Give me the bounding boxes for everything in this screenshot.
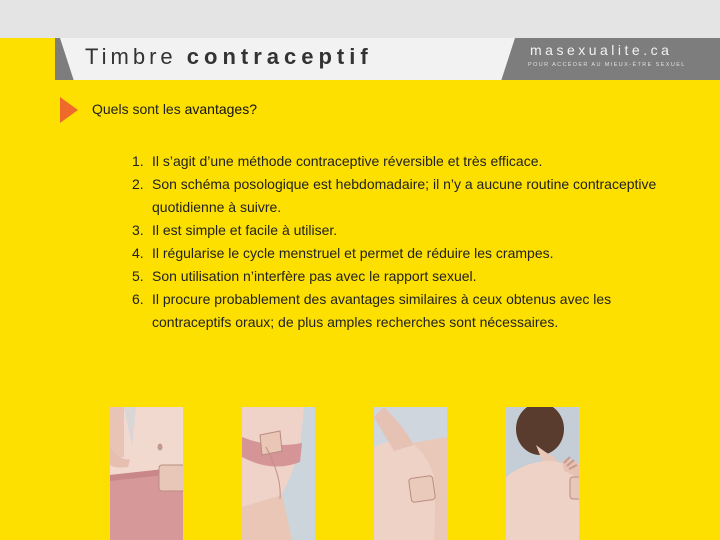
list-item-text: Il est simple et facile à utiliser.: [152, 222, 338, 238]
title-light: Timbre: [85, 44, 177, 69]
list-item: [132, 219, 692, 242]
list-item-number: 3.: [132, 222, 144, 238]
patch-abdomen-illustration: [110, 407, 183, 540]
list-item-text: Son utilisation n’interfère pas avec le rapport sexuel.: [152, 268, 477, 284]
patch-upper-back-illustration: [506, 407, 579, 540]
list-item: [132, 173, 692, 219]
list-item-number: 1.: [132, 153, 144, 169]
list-item-number: 5.: [132, 268, 144, 284]
page-title: [85, 44, 373, 70]
list-item-number: 6.: [132, 291, 144, 307]
list-item: [132, 265, 692, 288]
brand-tagline: POUR ACCÉDER AU MIEUX-ÊTRE SEXUEL: [528, 62, 686, 68]
list-item: [132, 150, 692, 173]
list-item-text: Il régularise le cycle menstruel et permet de réduire les crampes.: [152, 245, 554, 261]
title-bold: contraceptif: [186, 44, 373, 69]
list-item-number: 2.: [132, 176, 144, 192]
arrow-bullet-icon: [60, 97, 78, 123]
patch-buttock-illustration: [242, 407, 315, 540]
section-question: [92, 101, 257, 117]
brand-logo: masexualite.ca: [530, 42, 673, 58]
list-item-text: Il s’agit d’une méthode contraceptive réversible et très efficace.: [152, 153, 543, 169]
list-item-text: Son schéma posologique est hebdomadaire; il n’y a aucune routine contraceptive quotidienne à suivre.: [152, 176, 657, 215]
list-item-text: Il procure probablement des avantages similaires à ceux obtenus avec les contraceptifs oraux; de plus amples recherches sont nécessaires.: [152, 291, 612, 330]
list-item: [132, 242, 692, 265]
list-item-number: 4.: [132, 245, 144, 261]
advantages-list: [132, 150, 692, 334]
question-prefix: Quels sont les: [92, 101, 185, 117]
patch-upper-arm-illustration: [374, 407, 447, 540]
list-item: [132, 288, 692, 334]
top-strip: [0, 0, 720, 38]
question-emphasis: avantages?: [184, 101, 258, 117]
